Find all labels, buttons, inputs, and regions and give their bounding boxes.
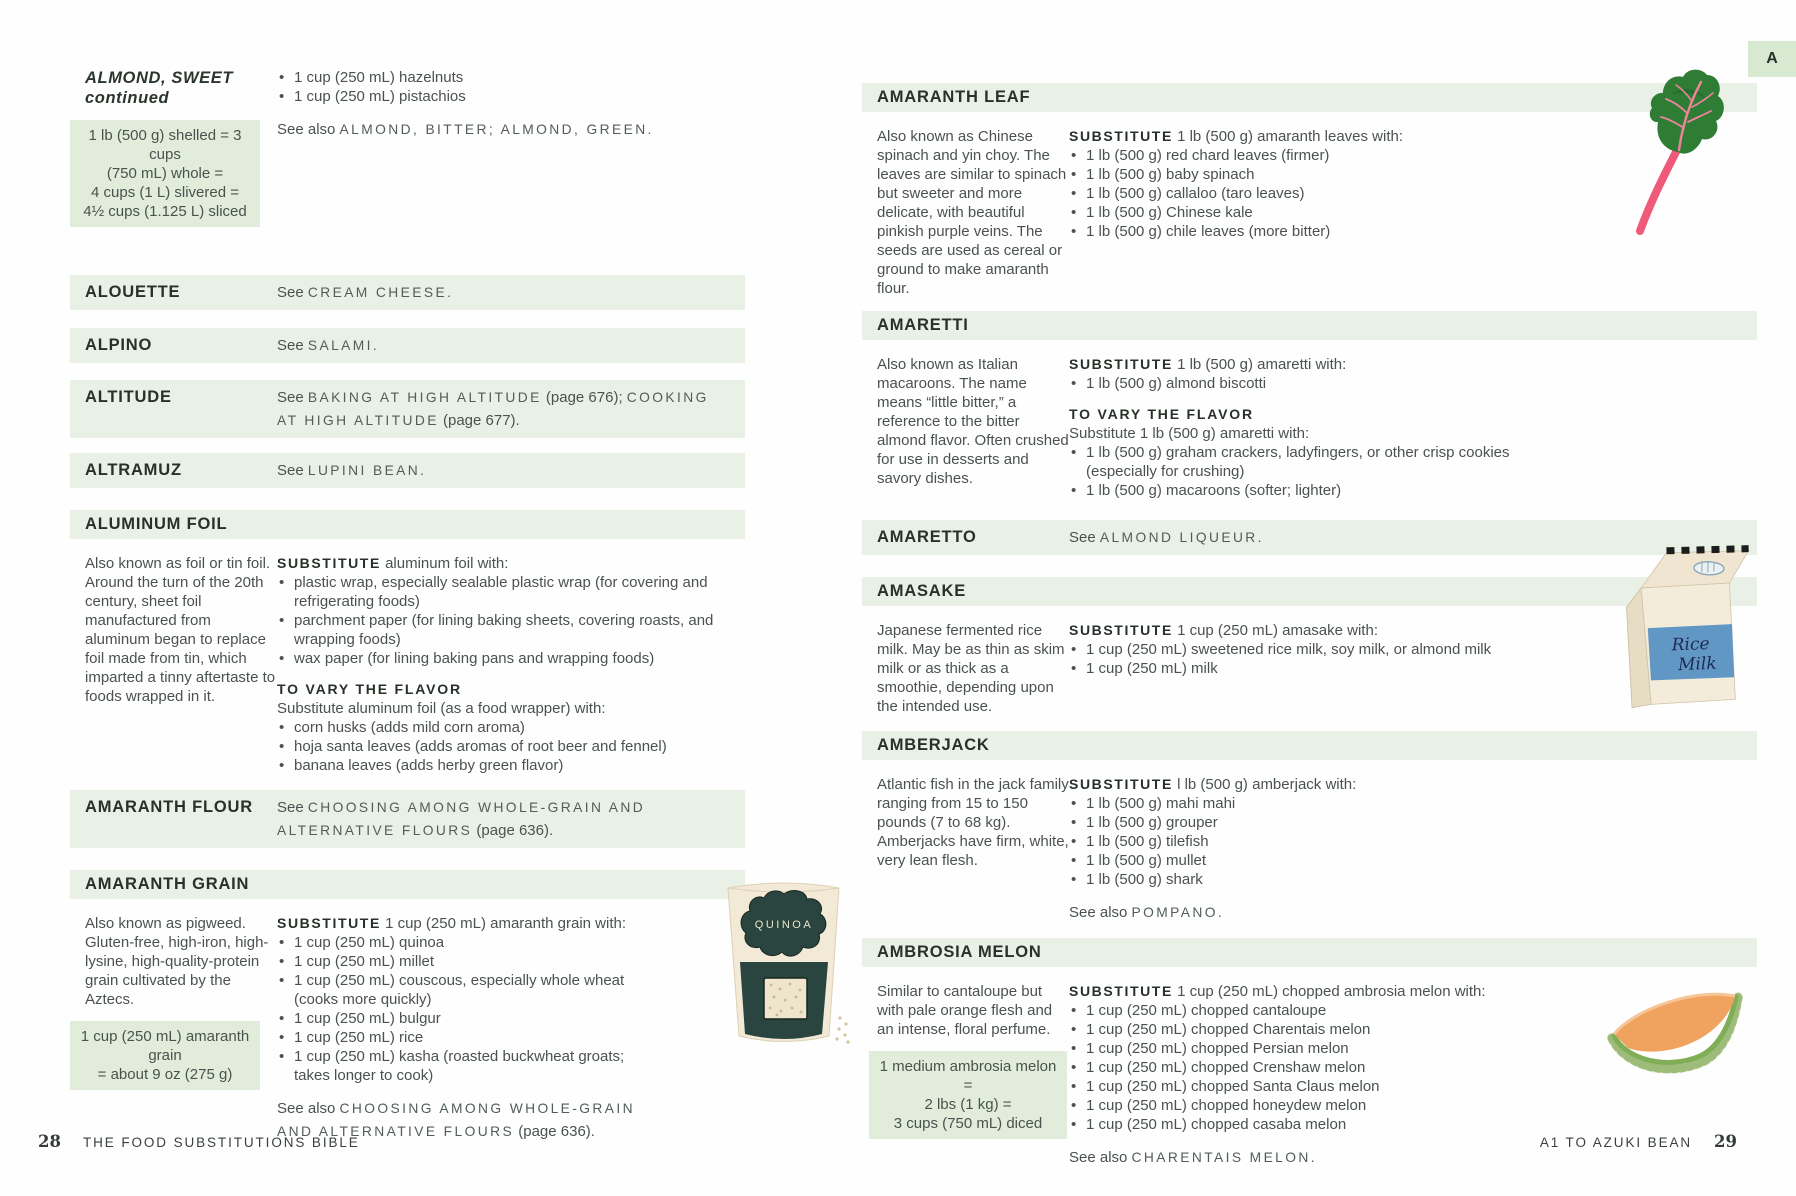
cross-reference-line bbox=[277, 459, 735, 482]
conversion-line: 2 lbs (1 kg) = bbox=[924, 1096, 1012, 1113]
substitute-item: • 1 cup (250 mL) chopped cantaloupe bbox=[1069, 1001, 1581, 1020]
see-also-line bbox=[1069, 901, 1561, 924]
cross-reference: CREAM CHEESE. bbox=[307, 285, 454, 300]
conversion-box bbox=[70, 120, 260, 227]
substitute-label: SUBSTITUTE bbox=[277, 915, 381, 931]
page-number-right: 29 bbox=[1714, 1132, 1737, 1151]
footer-right bbox=[1540, 1132, 1737, 1151]
entry-altramuz bbox=[70, 453, 745, 488]
headword: ALOUETTE bbox=[85, 283, 181, 301]
vary-item: • hoja santa leaves (adds aromas of root beer and fennel) bbox=[277, 737, 737, 756]
vary-flavor-label: TO VARY THE FLAVOR bbox=[277, 681, 462, 697]
description-col bbox=[70, 914, 277, 1143]
substitute-item: • 1 cup (250 mL) hazelnuts bbox=[277, 68, 737, 87]
cross-reference-line bbox=[277, 796, 735, 842]
cross-reference: CHOOSING AMONG WHOLE-GRAIN AND ALTERNATIVE FLOURS bbox=[277, 1101, 635, 1139]
entry-amberjack-header bbox=[862, 731, 1757, 760]
vary-intro: Substitute 1 lb (500 g) amaretti with: bbox=[1069, 425, 1310, 442]
see-label: See bbox=[1069, 529, 1096, 546]
vary-item: • banana leaves (adds herby green flavor) bbox=[277, 756, 737, 775]
substitute-label: SUBSTITUTE bbox=[1069, 776, 1173, 792]
see-also-label: See also bbox=[1069, 1149, 1128, 1166]
book-title: THE FOOD SUBSTITUTIONS BIBLE bbox=[82, 1135, 360, 1150]
substitute-item: • 1 lb (500 g) mullet bbox=[1069, 851, 1561, 870]
entry-aluminum-foil-header bbox=[70, 510, 745, 539]
cross-reference: POMPANO. bbox=[1131, 905, 1225, 920]
quinoa-bag-icon bbox=[714, 866, 854, 1051]
substitute-label: SUBSTITUTE bbox=[277, 555, 381, 571]
conversion-line: 1 lb (500 g) shelled = 3 cups bbox=[88, 127, 242, 163]
substitute-item: • 1 cup (250 mL) chopped Charentais melon bbox=[1069, 1020, 1581, 1039]
headword: ALPINO bbox=[85, 336, 153, 354]
chard-leaf-illustration bbox=[1612, 66, 1750, 241]
entry-description: Also known as Italian macaroons. The name means “little bitter,” a reference to the bitter almond flavor. Often crushed for use in desserts and savory dishes. bbox=[877, 356, 1069, 487]
headword: ALTITUDE bbox=[85, 388, 172, 406]
entry-almond-sweet bbox=[70, 68, 745, 227]
substitute-item: • 1 cup (250 mL) chopped Persian melon bbox=[1069, 1039, 1581, 1058]
see-label: See bbox=[277, 389, 304, 406]
see-also-line bbox=[277, 118, 737, 141]
see-label: See bbox=[277, 799, 304, 816]
conversion-line: 4 cups (1 L) slivered = bbox=[91, 184, 239, 201]
substitute-intro-text: aluminum foil with: bbox=[385, 555, 509, 572]
substitute-intro bbox=[1069, 127, 1581, 146]
substitute-item: • 1 cup (250 mL) bulgur bbox=[277, 1009, 659, 1028]
alphabet-tab-letter: A bbox=[1766, 50, 1778, 67]
conversion-line: = about 9 oz (275 g) bbox=[97, 1066, 233, 1083]
cross-reference-line bbox=[277, 334, 735, 357]
description-col bbox=[70, 554, 277, 775]
conversion-line: 1 cup (250 mL) amaranth grain bbox=[80, 1028, 250, 1064]
melon-wedge-illustration bbox=[1596, 950, 1796, 1090]
footer-left bbox=[38, 1132, 360, 1151]
description-col bbox=[862, 775, 1069, 924]
vary-item: • 1 lb (500 g) graham crackers, ladyfingers, or other crisp cookies (especially for crushing) bbox=[1069, 443, 1541, 481]
substitute-item: • 1 lb (500 g) red chard leaves (firmer) bbox=[1069, 146, 1581, 165]
substitute-intro-text: 1 lb (500 g) amaretti with: bbox=[1177, 356, 1347, 373]
cross-reference: CHARENTAIS MELON. bbox=[1131, 1150, 1317, 1165]
page-number-left: 28 bbox=[38, 1132, 61, 1151]
substitute-item: • 1 lb (500 g) grouper bbox=[1069, 813, 1561, 832]
substitute-col bbox=[1069, 127, 1589, 298]
entry-amaretti-body bbox=[862, 355, 1757, 500]
cross-reference: COOKING AT HIGH ALTITUDE bbox=[277, 390, 709, 428]
quinoa-label: QUINOA bbox=[754, 919, 814, 931]
substitute-item: • 1 cup (250 mL) milk bbox=[1069, 659, 1521, 678]
substitute-item: • 1 cup (250 mL) quinoa bbox=[277, 933, 659, 952]
substitute-label: SUBSTITUTE bbox=[1069, 356, 1173, 372]
substitute-item: • 1 lb (500 g) mahi mahi bbox=[1069, 794, 1561, 813]
substitute-intro-text: l lb (500 g) amberjack with: bbox=[1177, 776, 1357, 793]
description-col bbox=[862, 127, 1069, 298]
cross-reference: LUPINI BEAN. bbox=[307, 463, 427, 478]
entry-aluminum-foil-body bbox=[70, 554, 745, 775]
substitute-intro bbox=[277, 914, 659, 933]
entry-description: Also known as pigweed. Gluten-free, high-iron, high-lysine, high-quality-protein grain cultivated by the Aztecs. bbox=[85, 915, 269, 1008]
cross-reference: BAKING AT HIGH ALTITUDE bbox=[307, 390, 542, 405]
substitute-col bbox=[1069, 775, 1569, 924]
cross-reference: SALAMI. bbox=[307, 338, 380, 353]
see-also-label: See also bbox=[277, 1100, 336, 1117]
cross-reference-line bbox=[277, 386, 735, 432]
headword: AMBROSIA MELON bbox=[877, 943, 1042, 961]
substitute-item: • 1 cup (250 mL) couscous, especially whole wheat (cooks more quickly) bbox=[277, 971, 659, 1009]
conversion-box bbox=[70, 1021, 260, 1090]
cross-reference-line bbox=[277, 281, 735, 304]
substitute-col bbox=[1069, 982, 1589, 1169]
almond-sweet-left-col bbox=[70, 68, 277, 227]
substitute-item: • 1 lb (500 g) Chinese kale bbox=[1069, 203, 1581, 222]
rice-milk-carton-illustration bbox=[1610, 528, 1792, 723]
substitute-col bbox=[1069, 355, 1549, 500]
substitute-label: SUBSTITUTE bbox=[1069, 128, 1173, 144]
substitute-intro bbox=[277, 554, 737, 573]
conversion-box bbox=[869, 1051, 1067, 1139]
substitute-col bbox=[277, 914, 667, 1143]
entry-description: Similar to cantaloupe but with pale orange flesh and an intense, floral perfume. bbox=[877, 983, 1053, 1038]
rice-milk-label-line2: Milk bbox=[1677, 653, 1717, 676]
headword: AMARANTH LEAF bbox=[877, 88, 1031, 106]
substitute-intro bbox=[1069, 775, 1561, 794]
entry-description: Also known as Chinese spinach and yin choy. The leaves are similar to spinach but sweeter and more delicate, with beautiful pinkish purple veins. The seeds are used as cereal or ground to make amaranth flour. bbox=[877, 128, 1067, 297]
substitute-item: • parchment paper (for lining baking sheets, covering roasts, and wrapping foods) bbox=[277, 611, 737, 649]
entry-amaranth-grain-header bbox=[70, 870, 745, 899]
entry-altitude bbox=[70, 380, 745, 438]
conversion-line: 1 medium ambrosia melon = bbox=[879, 1058, 1057, 1094]
substitute-item: • 1 cup (250 mL) chopped honeydew melon bbox=[1069, 1096, 1581, 1115]
headword: AMARANTH GRAIN bbox=[85, 875, 250, 893]
see-label: See bbox=[277, 462, 304, 479]
headword: AMARANTH FLOUR bbox=[85, 798, 253, 816]
see-label: See bbox=[277, 337, 304, 354]
entry-description: Atlantic fish in the jack family ranging from 15 to 150 pounds (7 to 68 kg). Amberjacks have firm, white, very lean flesh. bbox=[877, 776, 1069, 869]
vary-intro: Substitute aluminum foil (as a food wrapper) with: bbox=[277, 700, 606, 717]
see-also-label: See also bbox=[277, 121, 336, 138]
headword: AMBERJACK bbox=[877, 736, 990, 754]
substitute-item: • plastic wrap, especially sealable plastic wrap (for covering and refrigerating foods) bbox=[277, 573, 737, 611]
entry-alpino bbox=[70, 328, 745, 363]
headword: AMARETTI bbox=[877, 316, 969, 334]
see-label: See bbox=[277, 284, 304, 301]
cross-reference: ALMOND LIQUEUR. bbox=[1099, 530, 1264, 545]
substitute-label: SUBSTITUTE bbox=[1069, 983, 1173, 999]
almond-sweet-right-col bbox=[277, 68, 745, 227]
substitute-item: • 1 lb (500 g) baby spinach bbox=[1069, 165, 1581, 184]
substitute-item: • 1 cup (250 mL) millet bbox=[277, 952, 659, 971]
headword: AMASAKE bbox=[877, 582, 967, 600]
entry-amaranth-grain-body bbox=[70, 914, 745, 1143]
conversion-line: (750 mL) whole = bbox=[106, 165, 224, 182]
vary-flavor-label: TO VARY THE FLAVOR bbox=[1069, 406, 1254, 422]
substitute-intro-text: 1 cup (250 mL) amaranth grain with: bbox=[385, 915, 627, 932]
substitute-intro bbox=[1069, 982, 1581, 1001]
substitute-item: • 1 cup (250 mL) chopped Santa Claus melon bbox=[1069, 1077, 1581, 1096]
entry-amaranth-flour bbox=[70, 790, 745, 848]
page-reference: (page 636). bbox=[518, 1123, 595, 1140]
substitute-intro-text: 1 lb (500 g) amaranth leaves with: bbox=[1177, 128, 1404, 145]
melon-wedge-icon bbox=[1596, 950, 1796, 1085]
substitute-intro-text: 1 cup (250 mL) amasake with: bbox=[1177, 622, 1378, 639]
see-also-label: See also bbox=[1069, 904, 1128, 921]
substitute-label: SUBSTITUTE bbox=[1069, 622, 1173, 638]
alphabet-tab bbox=[1748, 41, 1796, 77]
entry-alouette bbox=[70, 275, 745, 310]
vary-item: • corn husks (adds mild corn aroma) bbox=[277, 718, 737, 737]
headword: AMARETTO bbox=[877, 528, 977, 546]
substitute-item: • 1 cup (250 mL) chopped casaba melon bbox=[1069, 1115, 1581, 1134]
section-range: A1 TO AZUKI BEAN bbox=[1539, 1135, 1693, 1150]
entry-amaretti-header bbox=[862, 311, 1757, 340]
conversion-line: 3 cups (750 mL) diced bbox=[893, 1115, 1043, 1132]
substitute-intro-text: 1 cup (250 mL) chopped ambrosia melon with: bbox=[1177, 983, 1486, 1000]
cross-reference: CHOOSING AMONG WHOLE-GRAIN AND ALTERNATIVE FLOURS bbox=[277, 800, 646, 838]
substitute-col bbox=[277, 554, 745, 775]
entry-amberjack-body bbox=[862, 775, 1757, 924]
cross-reference: ALMOND, BITTER; ALMOND, GREEN. bbox=[339, 122, 654, 137]
substitute-item: • wax paper (for lining baking pans and wrapping foods) bbox=[277, 649, 737, 668]
entry-description: Japanese fermented rice milk. May be as thin as skim milk or as thick as a smoothie, depending upon the intended use. bbox=[877, 622, 1065, 715]
page-reference: (page 677). bbox=[443, 412, 520, 429]
rice-milk-carton-icon bbox=[1610, 528, 1792, 718]
conversion-line: 4½ cups (1.125 L) sliced bbox=[83, 203, 247, 220]
vary-item: • 1 lb (500 g) macaroons (softer; lighter) bbox=[1069, 481, 1541, 500]
substitute-intro bbox=[1069, 621, 1521, 640]
substitute-item: • 1 lb (500 g) shark bbox=[1069, 870, 1561, 889]
description-col bbox=[862, 982, 1069, 1169]
substitute-item: • 1 cup (250 mL) chopped Crenshaw melon bbox=[1069, 1058, 1581, 1077]
page-left bbox=[70, 68, 745, 1143]
description-col bbox=[862, 621, 1069, 716]
substitute-item: • 1 cup (250 mL) rice bbox=[277, 1028, 659, 1047]
description-col bbox=[862, 355, 1069, 500]
continued-headword: ALMOND, SWEET bbox=[85, 69, 234, 87]
substitute-item: • 1 cup (250 mL) pistachios bbox=[277, 87, 737, 106]
substitute-item: • 1 cup (250 mL) kasha (roasted buckwheat groats; takes longer to cook) bbox=[277, 1047, 659, 1085]
headword: ALTRAMUZ bbox=[85, 461, 182, 479]
substitute-item: • 1 lb (500 g) chile leaves (more bitter) bbox=[1069, 222, 1581, 241]
substitute-item: • 1 lb (500 g) tilefish bbox=[1069, 832, 1561, 851]
chard-leaf-icon bbox=[1612, 66, 1750, 236]
substitute-item: • 1 lb (500 g) almond biscotti bbox=[1069, 374, 1541, 393]
rice-milk-label-line1: Rice bbox=[1671, 634, 1710, 656]
entry-description: Also known as foil or tin foil. Around the turn of the 20th century, sheet foil manufactured from aluminum began to replace foil made from tin, which imparted a tinny aftertaste to foods wrapped in it. bbox=[85, 555, 276, 705]
quinoa-bag-illustration bbox=[714, 866, 854, 1056]
page-reference: (page 636). bbox=[476, 822, 554, 839]
substitute-item: • 1 lb (500 g) callaloo (taro leaves) bbox=[1069, 184, 1581, 203]
see-also-line bbox=[1069, 1146, 1581, 1169]
substitute-col bbox=[1069, 621, 1529, 716]
substitute-intro bbox=[1069, 355, 1541, 374]
continued-label: continued bbox=[85, 89, 170, 107]
substitute-item: • 1 cup (250 mL) sweetened rice milk, soy milk, or almond milk bbox=[1069, 640, 1521, 659]
page-reference: (page 676); bbox=[545, 389, 623, 406]
headword: ALUMINUM FOIL bbox=[85, 515, 228, 533]
